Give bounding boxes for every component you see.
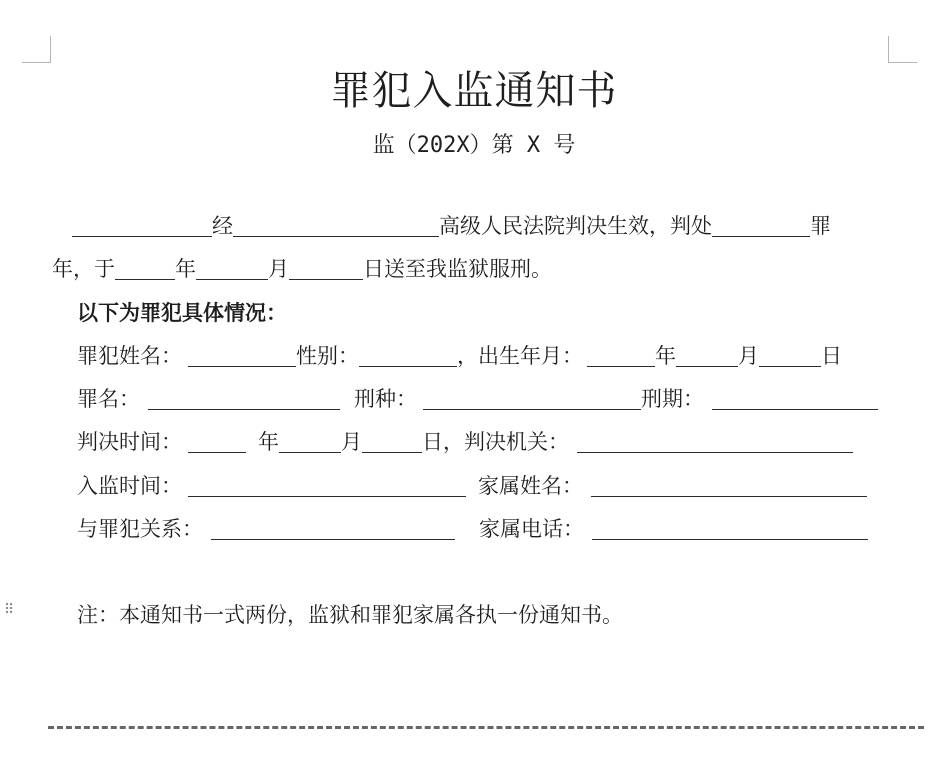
row-verdict — [77, 427, 853, 457]
field-verdict-day[interactable] — [362, 431, 422, 453]
label-gender: 性别： — [296, 344, 359, 368]
text-yue: 月 — [738, 344, 759, 368]
paragraph-line-1 — [72, 211, 831, 241]
label-name: 罪犯姓名： — [77, 344, 182, 368]
field-crime[interactable] — [148, 388, 340, 410]
text-ri-comma: 日， — [422, 430, 464, 454]
label-relation: 与罪犯关系： — [77, 517, 203, 541]
field-birth-month[interactable] — [676, 345, 738, 367]
field-name[interactable] — [188, 345, 296, 367]
text-yue: 月 — [268, 257, 289, 281]
label-sentence-type: 刑种： — [354, 387, 417, 411]
field-verdict-year[interactable] — [188, 431, 246, 453]
field-authority[interactable] — [577, 431, 853, 453]
field-verdict-month[interactable] — [279, 431, 341, 453]
document-title: 罪犯入监通知书 — [330, 68, 618, 114]
text-nian: 年 — [175, 257, 196, 281]
cut-line — [48, 726, 924, 729]
row-crime-type-term — [77, 384, 878, 414]
paragraph-line-2 — [52, 254, 552, 284]
label-crime: 罪名： — [77, 387, 140, 411]
text-jing: 经 — [212, 214, 233, 238]
field-birth-year[interactable] — [587, 345, 655, 367]
blank-month[interactable] — [196, 258, 268, 280]
drag-handle-icon[interactable]: ⠿ — [4, 602, 15, 618]
field-family-name[interactable] — [591, 475, 867, 497]
blank-day[interactable] — [289, 258, 363, 280]
row-relation-phone — [77, 514, 868, 544]
blank-crime[interactable] — [712, 215, 810, 237]
blank-offender-name[interactable] — [72, 215, 212, 237]
field-term[interactable] — [712, 388, 878, 410]
text-nian-yu: 年，于 — [52, 257, 115, 281]
label-authority: 判决机关： — [464, 430, 569, 454]
row-admission-family-name — [77, 471, 867, 501]
label-birth: ，出生年月： — [457, 344, 583, 368]
page-corner-top-right — [888, 36, 917, 63]
label-admission-time: 入监时间： — [77, 474, 182, 498]
label-family-phone: 家属电话： — [479, 517, 584, 541]
text-nian: 年 — [655, 344, 676, 368]
text-yue: 月 — [341, 430, 362, 454]
text-zui: 罪 — [810, 214, 831, 238]
document-number: 监（202X）第 X 号 — [372, 133, 576, 158]
blank-court[interactable] — [233, 215, 439, 237]
text-ri-tail: 日送至我监狱服刑。 — [363, 257, 552, 281]
field-birth-day[interactable] — [759, 345, 821, 367]
field-gender[interactable] — [359, 345, 457, 367]
field-family-phone[interactable] — [592, 518, 868, 540]
text-nian: 年 — [258, 430, 279, 454]
page-corner-top-left — [22, 36, 51, 63]
text-ri: 日 — [821, 344, 842, 368]
text-court: 高级人民法院判决生效，判处 — [439, 214, 712, 238]
label-term: 刑期： — [641, 387, 704, 411]
blank-year[interactable] — [115, 258, 175, 280]
field-sentence-type[interactable] — [423, 388, 641, 410]
section-heading: 以下为罪犯具体情况： — [77, 301, 287, 325]
label-family-name: 家属姓名： — [478, 474, 583, 498]
field-admission-time[interactable] — [188, 475, 466, 497]
label-verdict-time: 判决时间： — [77, 430, 182, 454]
row-name-gender-birth — [77, 341, 842, 371]
footnote: 注：本通知书一式两份，监狱和罪犯家属各执一份通知书。 — [77, 603, 623, 627]
field-relation[interactable] — [211, 518, 455, 540]
